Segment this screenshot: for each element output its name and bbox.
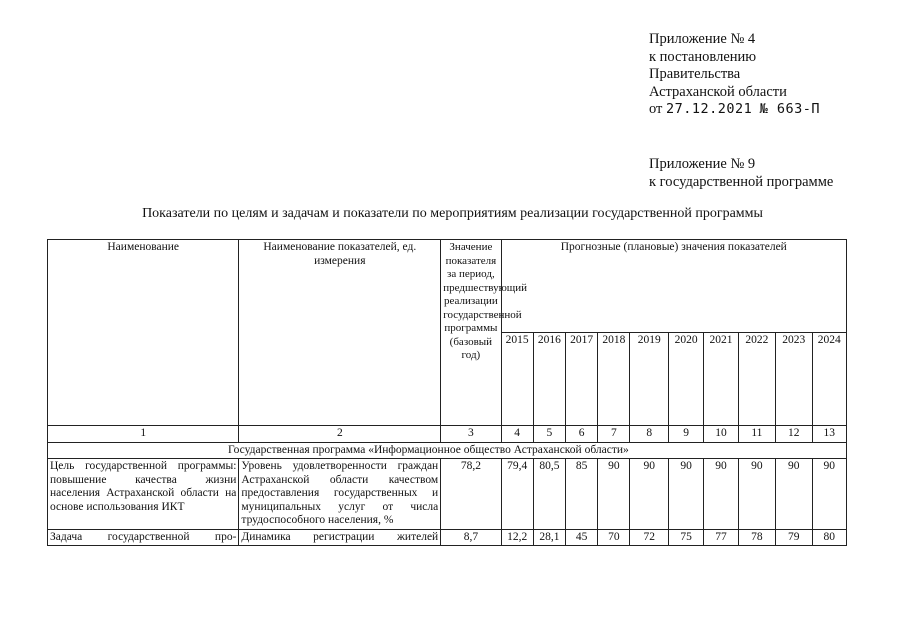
task-name-cell: Задача государственной про- [48, 529, 239, 546]
goal-name-cell: Цель государственной программы: повышение качества жизни населения Астраханской области на основе использования ИКТ [48, 459, 239, 530]
column-numbers-row [48, 426, 847, 443]
year-header: 2020 [668, 333, 703, 426]
column-number: 11 [738, 426, 775, 443]
header-name: Наименование [48, 240, 239, 426]
value-cell: 72 [630, 529, 668, 546]
appendix-4-line: Правительства [649, 66, 741, 82]
column-number: 5 [533, 426, 565, 443]
value-cell: 85 [566, 459, 598, 530]
appendix-9-block [649, 156, 833, 191]
indicators-table [47, 239, 847, 546]
year-header: 2022 [738, 333, 775, 426]
value-cell: 28,1 [533, 529, 565, 546]
value-cell: 45 [566, 529, 598, 546]
base-value-cell: 8,7 [441, 529, 501, 546]
value-cell: 90 [598, 459, 630, 530]
year-header: 2024 [812, 333, 847, 426]
value-cell: 90 [630, 459, 668, 530]
decree-date: 27.12.2021 [666, 101, 753, 117]
table-row [48, 459, 847, 530]
value-cell: 79,4 [501, 459, 533, 530]
year-header: 2015 [501, 333, 533, 426]
year-header: 2023 [776, 333, 812, 426]
value-cell: 90 [812, 459, 847, 530]
date-prefix: от [649, 101, 663, 117]
value-cell: 78 [738, 529, 775, 546]
value-cell: 79 [776, 529, 812, 546]
column-number: 7 [598, 426, 630, 443]
value-cell: 12,2 [501, 529, 533, 546]
document-title: Показатели по целям и задачам и показатели по мероприятиям реализации государственной программы [142, 206, 763, 221]
decree-number: № 663-П [759, 101, 820, 117]
year-header: 2017 [566, 333, 598, 426]
value-cell: 90 [776, 459, 812, 530]
header-indicator: Наименование показателей, ед. измерения [239, 240, 441, 426]
indicator-cell: Динамика регистрации жителей [239, 529, 441, 546]
appendix-4-line: к постановлению [649, 48, 757, 65]
appendix-4-block [649, 31, 820, 119]
section-title: Государственная программа «Информационное общество Астраханской области» [48, 442, 847, 459]
header-forecast: Прогнозные (плановые) значения показателей [501, 240, 846, 333]
value-cell: 90 [704, 459, 738, 530]
value-cell: 80,5 [533, 459, 565, 530]
column-number: 9 [668, 426, 703, 443]
column-number: 12 [776, 426, 812, 443]
table-row [48, 529, 847, 546]
appendix-9-line: Приложение № 9 [649, 156, 756, 172]
header-base-value: Значение показателя за период, предшествующий реализации государственной программы (базовый год) [441, 240, 501, 426]
year-header: 2016 [533, 333, 565, 426]
value-cell: 70 [598, 529, 630, 546]
year-header: 2019 [630, 333, 668, 426]
header-row [48, 240, 847, 333]
value-cell: 90 [738, 459, 775, 530]
column-number: 6 [566, 426, 598, 443]
appendix-4-line: Астраханской области [649, 83, 787, 100]
column-number: 13 [812, 426, 847, 443]
column-number: 4 [501, 426, 533, 443]
base-value-cell: 78,2 [441, 459, 501, 530]
year-header: 2018 [598, 333, 630, 426]
indicator-cell: Уровень удовлетворенности граждан Астраханской области качеством предоставления государственных и муниципальных услуг от числа трудоспособного населения, % [239, 459, 441, 530]
value-cell: 80 [812, 529, 847, 546]
value-cell: 90 [668, 459, 703, 530]
column-number: 8 [630, 426, 668, 443]
column-number: 2 [239, 426, 441, 443]
column-number: 10 [704, 426, 738, 443]
year-header: 2021 [704, 333, 738, 426]
column-number: 1 [48, 426, 239, 443]
appendix-9-line: к государственной программе [649, 173, 834, 190]
value-cell: 77 [704, 529, 738, 546]
section-row [48, 442, 847, 459]
value-cell: 75 [668, 529, 703, 546]
appendix-4-line: Приложение № 4 [649, 31, 756, 47]
appendix-4-date-line [649, 101, 820, 119]
column-number: 3 [441, 426, 501, 443]
